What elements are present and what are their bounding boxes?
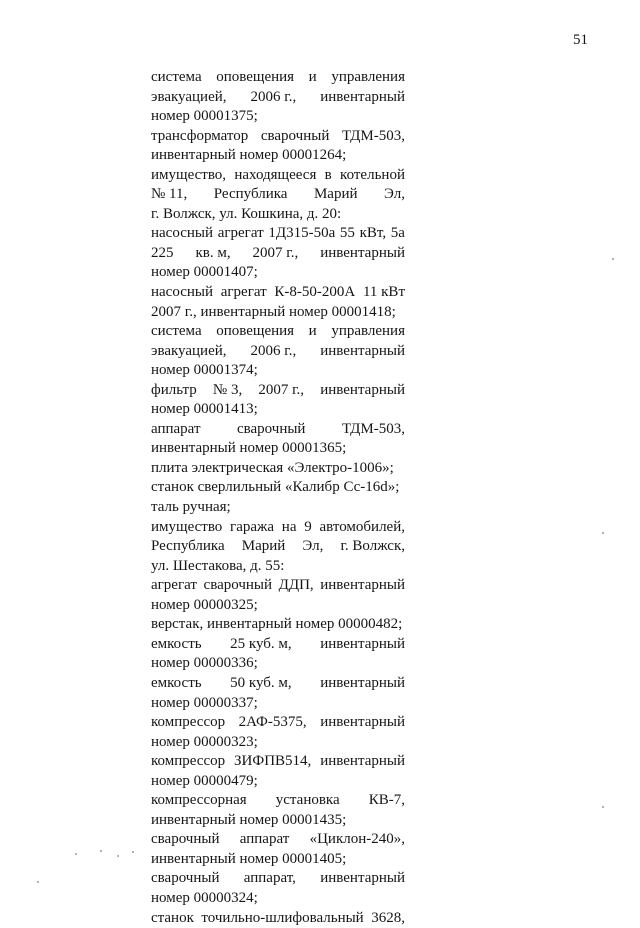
- text-line: [151, 263, 405, 283]
- text-line: [151, 361, 405, 381]
- text-word: аппарат: [151, 420, 201, 437]
- text-word: 2006 г.,: [250, 342, 297, 359]
- text-word: компрессор: [151, 714, 226, 731]
- text-word: установка: [275, 792, 340, 809]
- text-word: имущество,: [151, 166, 227, 183]
- text-word: инвентарный: [320, 577, 405, 594]
- text-word: 1Д315-50а: [268, 225, 336, 242]
- text-word: сварочный: [260, 127, 330, 144]
- text-word: номер 00001407;: [151, 264, 258, 281]
- text-word: инвентарный номер 00001405;: [151, 850, 347, 867]
- text-word: 5а: [390, 225, 405, 242]
- text-line: [151, 752, 405, 772]
- text-word: г. Волжск, ул. Кошкина, д. 20:: [151, 205, 342, 222]
- text-word: 3628,: [371, 909, 405, 926]
- text-word: сварочный: [151, 831, 220, 848]
- text-word: КВ-7,: [368, 792, 405, 809]
- text-word: Эл,: [302, 538, 324, 555]
- text-word: агрегат: [151, 577, 197, 594]
- text-word: инвентарный: [320, 244, 405, 261]
- text-word: инвентарный: [320, 674, 405, 691]
- scan-speck: [37, 881, 39, 883]
- text-word: сварочный: [203, 577, 273, 594]
- text-word: инвентарный: [320, 88, 405, 105]
- text-word: в: [324, 166, 332, 183]
- text-word: точильно-шлифовальный: [201, 909, 364, 926]
- text-word: имущество: [151, 518, 223, 535]
- text-line: [151, 791, 405, 811]
- text-line: [151, 694, 405, 714]
- text-word: оповещения: [216, 69, 295, 85]
- text-word: номер 00001374;: [151, 362, 258, 379]
- text-word: инвентарный: [320, 753, 405, 770]
- scan-speck: [612, 258, 614, 260]
- text-word: Марий: [241, 538, 286, 555]
- text-word: сварочный: [236, 420, 306, 437]
- text-word: 2006 г.,: [250, 88, 297, 105]
- text-word: ТДМ-503,: [341, 420, 405, 437]
- text-line: [151, 772, 405, 792]
- text-word: автомобилей,: [319, 518, 405, 535]
- text-line: [151, 146, 405, 166]
- text-word: инвентарный: [320, 342, 405, 359]
- text-line: [151, 889, 405, 909]
- text-word: управления: [331, 69, 405, 85]
- text-word: № 3,: [212, 381, 243, 398]
- text-word: кВт,: [359, 225, 387, 242]
- text-word: номер 00000323;: [151, 733, 258, 750]
- text-line: [151, 439, 405, 459]
- text-line: [151, 498, 405, 518]
- text-word: 55: [339, 225, 355, 242]
- text-word: гаража: [230, 518, 275, 535]
- text-word: ЗИФПВ514,: [234, 753, 312, 770]
- text-word: инвентарный номер 00001264;: [151, 147, 347, 164]
- text-word: 2007 г.,: [258, 381, 305, 398]
- text-word: 25 куб. м,: [230, 635, 292, 652]
- text-word: фильтр: [151, 381, 197, 398]
- text-word: № 11,: [151, 186, 188, 203]
- text-word: Республика: [151, 538, 225, 555]
- text-word: компрессор: [151, 753, 226, 770]
- text-line: [151, 381, 405, 401]
- text-line: [151, 635, 405, 655]
- text-line: [151, 283, 405, 303]
- text-line: [151, 459, 405, 479]
- text-word: насосный: [151, 284, 214, 301]
- text-line: [151, 654, 405, 674]
- text-word: номер 00000325;: [151, 596, 258, 613]
- text-word: станок: [151, 909, 194, 926]
- text-line: [151, 185, 405, 205]
- text-line: [151, 224, 405, 244]
- scan-speck: [75, 853, 77, 855]
- text-word: агрегат: [220, 284, 267, 301]
- text-word: агрегат: [217, 225, 264, 242]
- text-line: [151, 909, 405, 928]
- text-word: аппарат,: [243, 870, 296, 887]
- text-word: номер 00000336;: [151, 655, 258, 672]
- text-line: [151, 811, 405, 831]
- text-line: [151, 557, 405, 577]
- text-word: Республика: [213, 186, 288, 203]
- text-word: Марий: [313, 186, 358, 203]
- text-word: ТДМ-503,: [341, 127, 405, 144]
- text-word: номер 00000324;: [151, 889, 258, 906]
- page-number: 51: [573, 32, 588, 48]
- text-word: номер 00000479;: [151, 772, 258, 789]
- text-line: [151, 518, 405, 538]
- text-line: [151, 342, 405, 362]
- text-word: оповещения: [216, 323, 295, 340]
- text-word: инвентарный номер 00001435;: [151, 811, 347, 828]
- text-word: инвентарный номер 00001365;: [151, 440, 347, 457]
- text-word: номер 00001375;: [151, 108, 258, 125]
- text-line: [151, 400, 405, 420]
- text-line: [151, 869, 405, 889]
- text-word: эвакуацией,: [151, 88, 227, 105]
- text-word: 11 кВт: [362, 284, 405, 301]
- document-body: [151, 68, 405, 928]
- text-line: [151, 107, 405, 127]
- text-word: управления: [331, 323, 405, 340]
- scan-speck: [100, 850, 102, 852]
- text-word: находящееся: [234, 166, 317, 183]
- text-word: ул. Шестакова, д. 55:: [151, 557, 285, 574]
- text-word: сварочный: [151, 870, 220, 887]
- text-word: 225: [151, 244, 174, 261]
- text-line: [151, 322, 405, 342]
- text-line: [151, 244, 405, 264]
- text-word: и: [308, 69, 317, 85]
- text-word: емкость: [151, 635, 202, 652]
- text-line: [151, 68, 405, 88]
- text-word: система: [151, 323, 202, 340]
- text-line: [151, 576, 405, 596]
- text-line: [151, 537, 405, 557]
- text-word: номер 00000337;: [151, 694, 258, 711]
- text-line: [151, 420, 405, 440]
- text-line: [151, 733, 405, 753]
- text-word: на: [281, 518, 297, 535]
- scan-speck: [132, 851, 134, 853]
- text-word: станок сверлильный «Калибр Сс-16d»;: [151, 479, 400, 496]
- text-word: инвентарный: [320, 714, 405, 731]
- text-word: и: [308, 323, 317, 340]
- text-line: [151, 205, 405, 225]
- text-line: [151, 166, 405, 186]
- text-line: [151, 478, 405, 498]
- text-word: Эл,: [384, 186, 405, 203]
- text-line: [151, 713, 405, 733]
- text-word: система: [151, 69, 202, 85]
- text-word: компрессорная: [151, 792, 247, 809]
- text-line: [151, 615, 405, 635]
- text-word: 2007 г., инвентарный номер 00001418;: [151, 303, 396, 320]
- text-word: 2007 г.,: [252, 244, 299, 261]
- text-word: инвентарный: [320, 635, 405, 652]
- text-line: [151, 850, 405, 870]
- text-line: [151, 127, 405, 147]
- text-word: эвакуацией,: [151, 342, 227, 359]
- text-word: г. Волжск,: [340, 538, 405, 555]
- scan-speck: [602, 806, 604, 808]
- text-word: трансформатор: [151, 127, 249, 144]
- text-word: котельной: [340, 166, 405, 183]
- scan-speck: [602, 532, 604, 534]
- text-word: кв. м,: [195, 244, 231, 261]
- text-word: инвентарный: [320, 870, 405, 887]
- text-word: инвентарный: [320, 381, 405, 398]
- text-word: насосный: [151, 225, 214, 242]
- text-word: плита электрическая «Электро-1006»;: [151, 459, 394, 476]
- text-word: аппарат: [239, 831, 290, 848]
- text-word: 9: [304, 518, 312, 535]
- text-word: 50 куб. м,: [230, 674, 292, 691]
- text-word: номер 00001413;: [151, 401, 258, 418]
- text-word: ДДП,: [278, 577, 314, 594]
- text-word: таль ручная;: [151, 499, 231, 516]
- text-line: [151, 830, 405, 850]
- scan-speck: [117, 855, 119, 857]
- text-word: верстак, инвентарный номер 00000482;: [151, 616, 403, 633]
- text-line: [151, 88, 405, 108]
- text-line: [151, 303, 405, 323]
- text-word: К-8-50-200А: [274, 284, 356, 301]
- text-word: 2АФ-5375,: [238, 714, 307, 731]
- text-line: [151, 596, 405, 616]
- text-word: «Циклон-240»,: [309, 831, 405, 848]
- text-line: [151, 674, 405, 694]
- text-word: емкость: [151, 674, 202, 691]
